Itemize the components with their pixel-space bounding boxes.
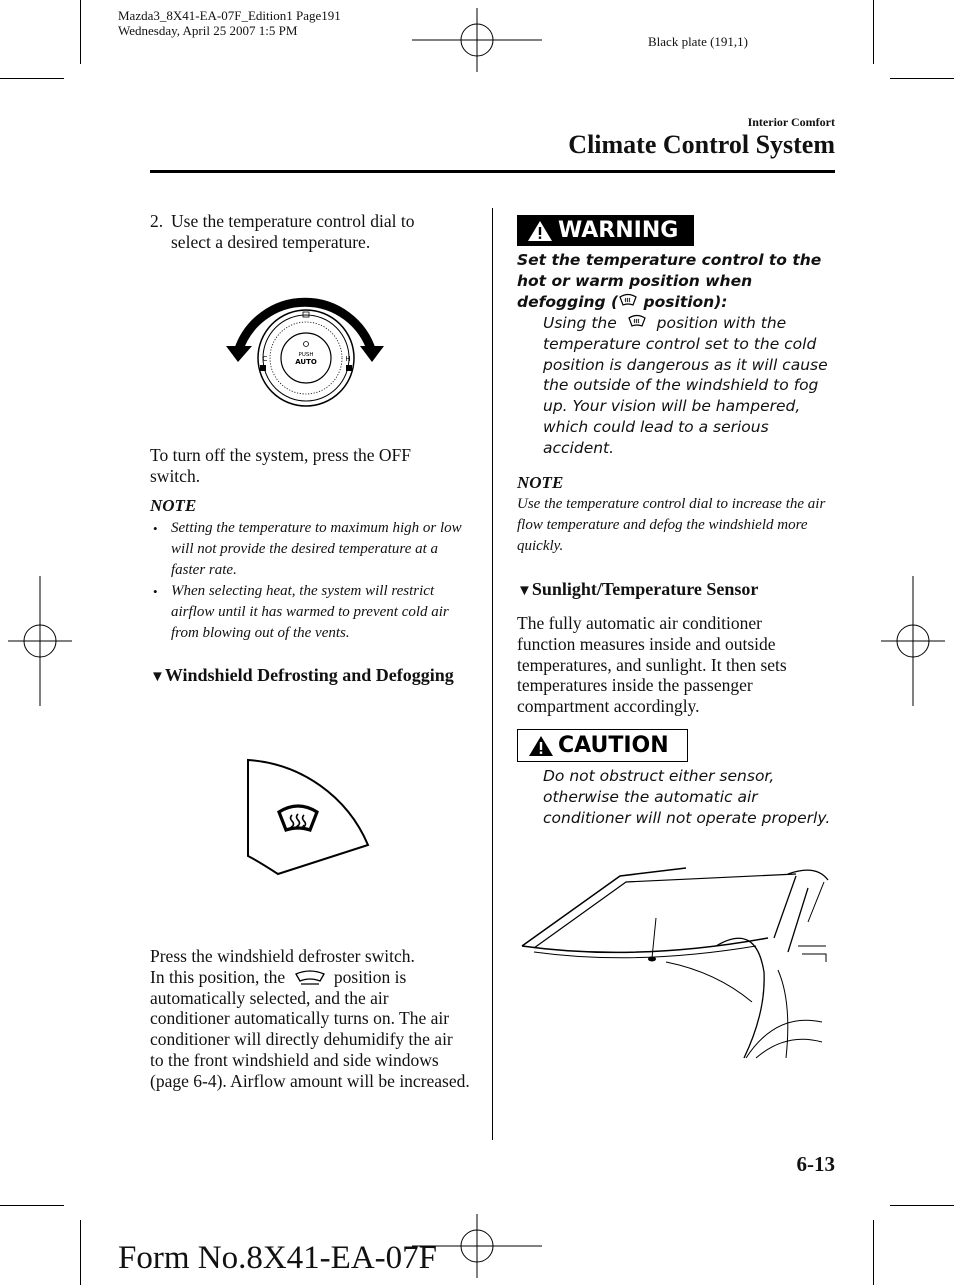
crop-mark xyxy=(0,78,64,79)
defrost-paragraph xyxy=(150,946,470,1092)
note-list xyxy=(150,518,472,644)
plate-label: Black plate (191,1) xyxy=(648,34,748,49)
step-text: Use the temperature control dial to select a desired temperature. xyxy=(171,211,415,252)
page-title: Climate Control System xyxy=(568,130,835,159)
crop-mark xyxy=(80,0,81,64)
dial-hot-label: H xyxy=(345,355,351,363)
step-2 xyxy=(150,211,450,253)
step-number: 2. xyxy=(150,211,164,231)
registration-mark-right xyxy=(881,576,945,706)
form-number: Form No.8X41-EA-07F xyxy=(118,1240,437,1276)
note-item: • Setting the temperature to maximum high or low will not provide the desired temperature at a faster rate. xyxy=(150,518,472,581)
dial-push-label: PUSH xyxy=(298,352,314,358)
slug-line-1: Mazda3_8X41-EA-07F_Edition1 Page191 xyxy=(118,8,341,23)
crop-mark xyxy=(80,1220,81,1285)
arrow-right-icon xyxy=(360,346,384,362)
warning-label-box xyxy=(517,215,694,246)
sensor-location-illustration xyxy=(516,862,832,1062)
note-heading: NOTE xyxy=(150,496,197,515)
windshield-vent-icon xyxy=(293,969,327,985)
caution-triangle-icon xyxy=(528,735,554,757)
section-heading-text: Sunlight/Temperature Sensor xyxy=(531,579,759,599)
sensor-dot-icon xyxy=(648,957,656,962)
print-slug xyxy=(118,8,341,38)
crop-mark xyxy=(890,78,954,79)
caution-label-box xyxy=(517,729,688,762)
dial-cold-label: C xyxy=(262,355,268,363)
warning-heading: Set the temperature control to the hot or warm position when defogging ( position): xyxy=(517,251,822,311)
right-note-heading: NOTE xyxy=(517,473,564,492)
caution-label: CAUTION xyxy=(558,733,669,758)
warning-label: WARNING xyxy=(558,218,679,243)
warning-triangle-icon xyxy=(527,220,553,242)
registration-mark-left xyxy=(8,576,72,706)
slug-line-2: Wednesday, April 25 2007 1:5 PM xyxy=(118,23,298,38)
crop-mark xyxy=(873,1220,874,1285)
section-heading-sensor xyxy=(517,579,758,600)
triangle-bullet-icon: ▼ xyxy=(517,583,532,599)
section-heading-defrost xyxy=(150,665,454,686)
defrost-text-1: Press the windshield defroster switch. xyxy=(150,946,415,966)
right-note-text: Use the temperature control dial to increase the air flow temperature and defog the windshield more quickly. xyxy=(517,496,826,554)
section-heading-text: Windshield Defrosting and Defogging xyxy=(164,665,454,685)
column-divider xyxy=(492,208,493,1140)
temperature-dial-illustration xyxy=(222,282,388,412)
triangle-bullet-icon: ▼ xyxy=(150,669,165,685)
warning-body: Using the position with the temperature control set to the cold position is dangerous as it will cause the outside of the windshield to fog up. Your vision will be hampered, which could lead to a serious accident. xyxy=(543,314,828,457)
note-item: • When selecting heat, the system will restrict airflow until it has warmed to prevent cold air from blowing out of the vents. xyxy=(150,581,472,644)
sensor-paragraph: The fully automatic air conditioner function measures inside and outside temperatures, and sunlight. It then sets temperatures inside the passenger compartment accordingly. xyxy=(517,613,787,717)
crop-mark xyxy=(890,1205,954,1206)
defog-icon xyxy=(618,293,638,309)
registration-mark-top xyxy=(412,8,542,72)
header-rule xyxy=(150,170,835,173)
defrost-text-2: In this position, the position is automatically selected, and the air conditioner automatically turns on. The air conditioner will directly dehumidify the air to the front windshield and side windows (page 6-4). Airflow amount will be increased. xyxy=(150,966,470,1091)
caution-body: Do not obstruct either sensor, otherwise the automatic air conditioner will not operate properly. xyxy=(543,767,831,827)
off-switch-text: To turn off the system, press the OFF switch. xyxy=(150,445,411,486)
arrow-left-icon xyxy=(226,346,252,362)
page-number: 6-13 xyxy=(796,1152,835,1176)
chapter-label: Interior Comfort xyxy=(747,115,835,129)
defog-icon xyxy=(625,314,649,330)
crop-mark xyxy=(873,0,874,64)
defroster-switch-illustration xyxy=(244,756,372,880)
crop-mark xyxy=(0,1205,64,1206)
dial-auto-label: AUTO xyxy=(295,358,317,366)
